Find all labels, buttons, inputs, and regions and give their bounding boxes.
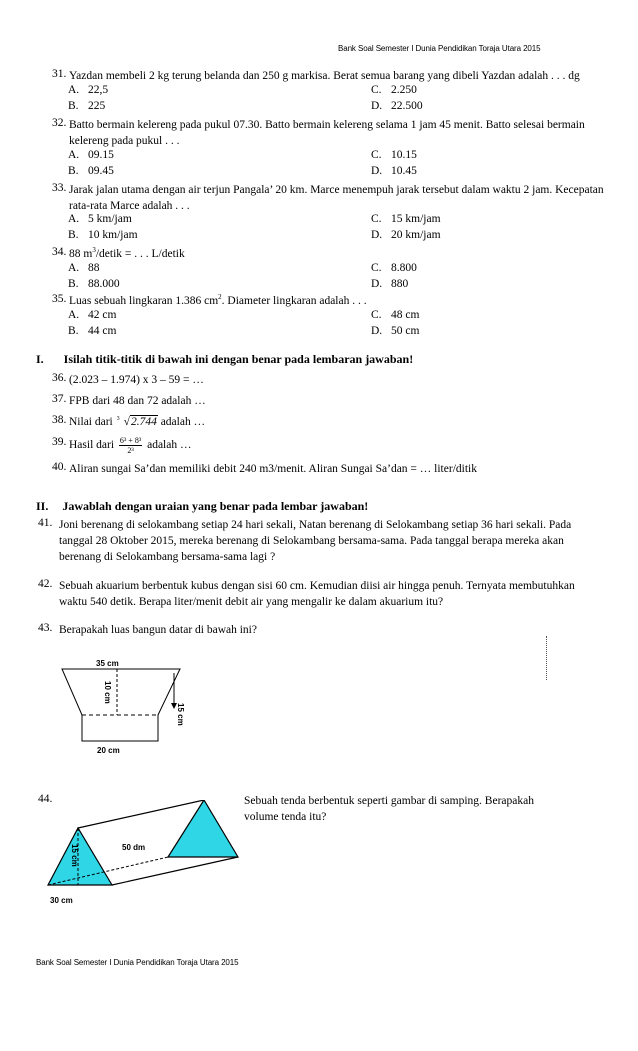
label-30cm: 30 cm bbox=[50, 896, 73, 905]
option-c: C. 48 cm bbox=[371, 309, 420, 321]
option-c: C. 10.15 bbox=[371, 149, 417, 161]
option-a: A. 42 cm bbox=[68, 309, 117, 321]
question-number: 32. bbox=[52, 117, 67, 129]
option-a: A. 5 km/jam bbox=[68, 213, 132, 225]
section-2-heading: II. Jawablah dengan uraian yang benar pada lembar jawaban! bbox=[36, 499, 369, 513]
option-b: B. 09.45 bbox=[68, 165, 114, 177]
question-number: 35. bbox=[52, 293, 67, 305]
option-b: B. 88.000 bbox=[68, 278, 120, 290]
question-number: 34. bbox=[52, 246, 67, 258]
question-text: Yazdan membeli 2 kg terung belanda dan 250 g markisa. Berat semua barang yang dibeli Yazdan adalah . . . dg bbox=[69, 70, 580, 82]
figure-43-shape bbox=[58, 655, 198, 755]
page-footer: Bank Soal Semester I Dunia Pendidikan Toraja Utara 2015 bbox=[36, 958, 239, 967]
question-text: Batto bermain kelereng pada pukul 07.30. Batto bermain kelereng selama 1 jam 45 menit. Batto selesai bermain kelereng pada pukul . . . bbox=[69, 119, 585, 147]
option-d: D. 10.45 bbox=[371, 165, 417, 177]
section-1-heading: I. Isilah titik-titik di bawah ini dengan benar pada lembaran jawaban! bbox=[36, 352, 414, 366]
option-b: B. 225 bbox=[68, 100, 106, 112]
option-a: A. 88 bbox=[68, 262, 100, 274]
option-c: C. 8.800 bbox=[371, 262, 417, 274]
label-50dm: 50 dm bbox=[122, 843, 146, 852]
question-44-text: Sebuah tenda berbentuk seperti gambar di samping. Berapakah volume tenda itu? bbox=[244, 795, 534, 823]
page-header: Bank Soal Semester I Dunia Pendidikan Toraja Utara 2015 bbox=[338, 44, 541, 53]
question-number: 33. bbox=[52, 182, 67, 194]
question-44-number: 44. bbox=[38, 793, 53, 805]
question-text: Jarak jalan utama dengan air terjun Pangala’ 20 km. Marce menempuh jarak tersebut dalam waktu 2 jam. Kecepatan rata-rata Marce adalah . . . bbox=[69, 184, 604, 212]
option-b: B. 10 km/jam bbox=[68, 229, 138, 241]
option-b: B. 44 cm bbox=[68, 325, 117, 337]
question-number: 31. bbox=[52, 68, 67, 80]
question-text: Luas sebuah lingkaran 1.386 $cm^2$. Diameter lingkaran adalah . . . bbox=[69, 293, 367, 307]
cube-root: 3 √2.744 bbox=[116, 416, 157, 428]
option-d: D. 20 km/jam bbox=[371, 229, 441, 241]
label-10cm: 10 cm bbox=[103, 681, 112, 704]
label-20cm: 20 cm bbox=[97, 746, 120, 755]
option-c: C. 2.250 bbox=[371, 84, 417, 96]
option-a: A. 09.15 bbox=[68, 149, 114, 161]
label-15cm: 15 cm bbox=[176, 703, 185, 726]
dotted-margin-line bbox=[546, 636, 547, 680]
option-d: D. 880 bbox=[371, 278, 409, 290]
figure-44-tent bbox=[44, 800, 254, 910]
option-d: D. 22.500 bbox=[371, 100, 423, 112]
label-35cm: 35 cm bbox=[96, 659, 119, 668]
option-c: C. 15 km/jam bbox=[371, 213, 441, 225]
fraction: $\frac{\text{6³ + 8³}}{\text{2³}}$ bbox=[119, 436, 142, 455]
option-a: A. 22,5 bbox=[68, 84, 109, 96]
option-d: D. 50 cm bbox=[371, 325, 420, 337]
question-text: 88 $m^3$/detik = . . . L/detik bbox=[69, 246, 185, 260]
label-15cm: 15 cm bbox=[70, 844, 79, 867]
